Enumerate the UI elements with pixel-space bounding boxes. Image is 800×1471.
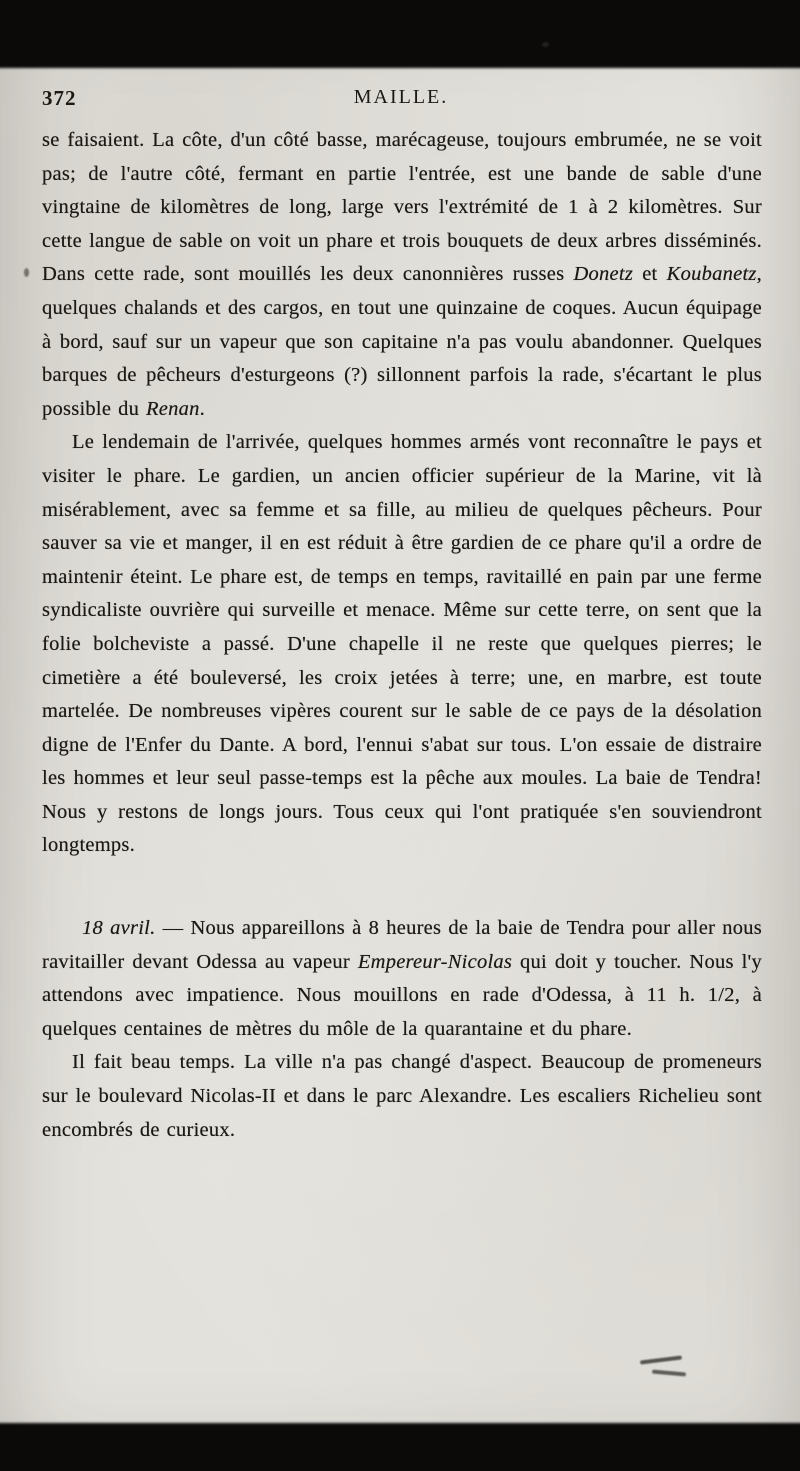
scan-artifact-mark	[652, 1370, 686, 1377]
scan-edge-top	[0, 0, 800, 68]
paragraph	[42, 912, 762, 1046]
text-run: Il fait beau temps. La ville n'a pas changé d'aspect. Beaucoup de promeneurs sur le boulevard Nicolas-II et dans le parc Alexandre. Les escaliers Richelieu sont encombrés de curieux.	[42, 1051, 762, 1141]
text-run: .	[199, 397, 205, 420]
page-body	[42, 124, 762, 1147]
page-header	[42, 86, 760, 114]
italic-text: Donetz	[573, 263, 634, 286]
italic-text: Koubanetz	[666, 263, 757, 286]
page-number: 372	[42, 86, 77, 110]
italic-text: 18 avril.	[82, 917, 156, 940]
text-run: Le lendemain de l'arrivée, quelques hommes armés vont reconnaître le pays et visiter le phare. Le gardien, un ancien officier supérieur de la Marine, vit là misérablement, avec sa femme et sa fille, au milieu de quelques pêcheurs. Pour sauver sa vie et manger, il en est réduit à être gardien de ce phare qu'il a ordre de maintenir éteint. Le phare est, de temps en temps, ravitaillé en pain par une ferme syndicaliste ouvrière qui surveille et menace. Même sur cette terre, on sent que la folie bolcheviste a passé. D'une chapelle il ne reste que quelques pierres; le cimetière a été bouleversé, les croix jetées à terre; une, en marbre, est toute martelée. De nombreuses vipères courent sur le sable de ce pays de la désolation digne de l'Enfer du Dante. A bord, l'ennui s'abat sur tous. L'on essaie de distraire les hommes et leur seul passe-temps est la pêche aux moules. La baie de Tendra! Nous y restons de longs jours. Tous ceux qui l'ont pratiquée s'en souviendront longtemps.	[42, 431, 762, 857]
text-run: qui doit y toucher. Nous l'y attendons avec impatience. Nous mouillons en rade d'Odessa, à 11 h. 1/2, à quelques centaines de mètres du môle de la quarantaine et du phare.	[42, 950, 762, 1040]
paragraph	[42, 426, 762, 863]
italic-text: Renan	[145, 397, 200, 420]
paragraph	[42, 124, 762, 426]
scan-artifact-mark	[640, 1355, 682, 1364]
text-run: et	[633, 263, 667, 286]
text-run: — Nous appareillons à 8 heures de la baie de Tendra pour aller nous ravitailler devant Odessa au vapeur	[42, 917, 763, 973]
italic-text: Empereur-Nicolas	[357, 950, 513, 973]
scan-edge-bottom	[0, 1423, 800, 1471]
scan-artifact-speck	[542, 42, 549, 47]
text-run: se faisaient. La côte, d'un côté basse, marécageuse, toujours embrumée, ne se voit pas; de l'autre côté, fermant en partie l'entrée, est une bande de sable d'une vingtaine de kilomètres de long, large vers l'extrémité de 1 à 2 kilomètres. Sur cette langue de sable on voit un phare et trois bouquets de deux arbres disséminés. Dans cette rade, sont mouillés les deux canonnières russes	[42, 129, 762, 286]
paragraph	[42, 1046, 762, 1147]
text-run: , quelques chalands et des cargos, en tout une quinzaine de coques. Aucun équipage à bord, sauf sur un vapeur que son capitaine n'a pas voulu abandonner. Quelques barques de pêcheurs d'esturgeons (?) sillonnent parfois la rade, s'écartant le plus possible du	[42, 263, 762, 420]
scan-artifact-speck	[24, 268, 29, 277]
running-header-title: MAILLE.	[353, 86, 449, 108]
